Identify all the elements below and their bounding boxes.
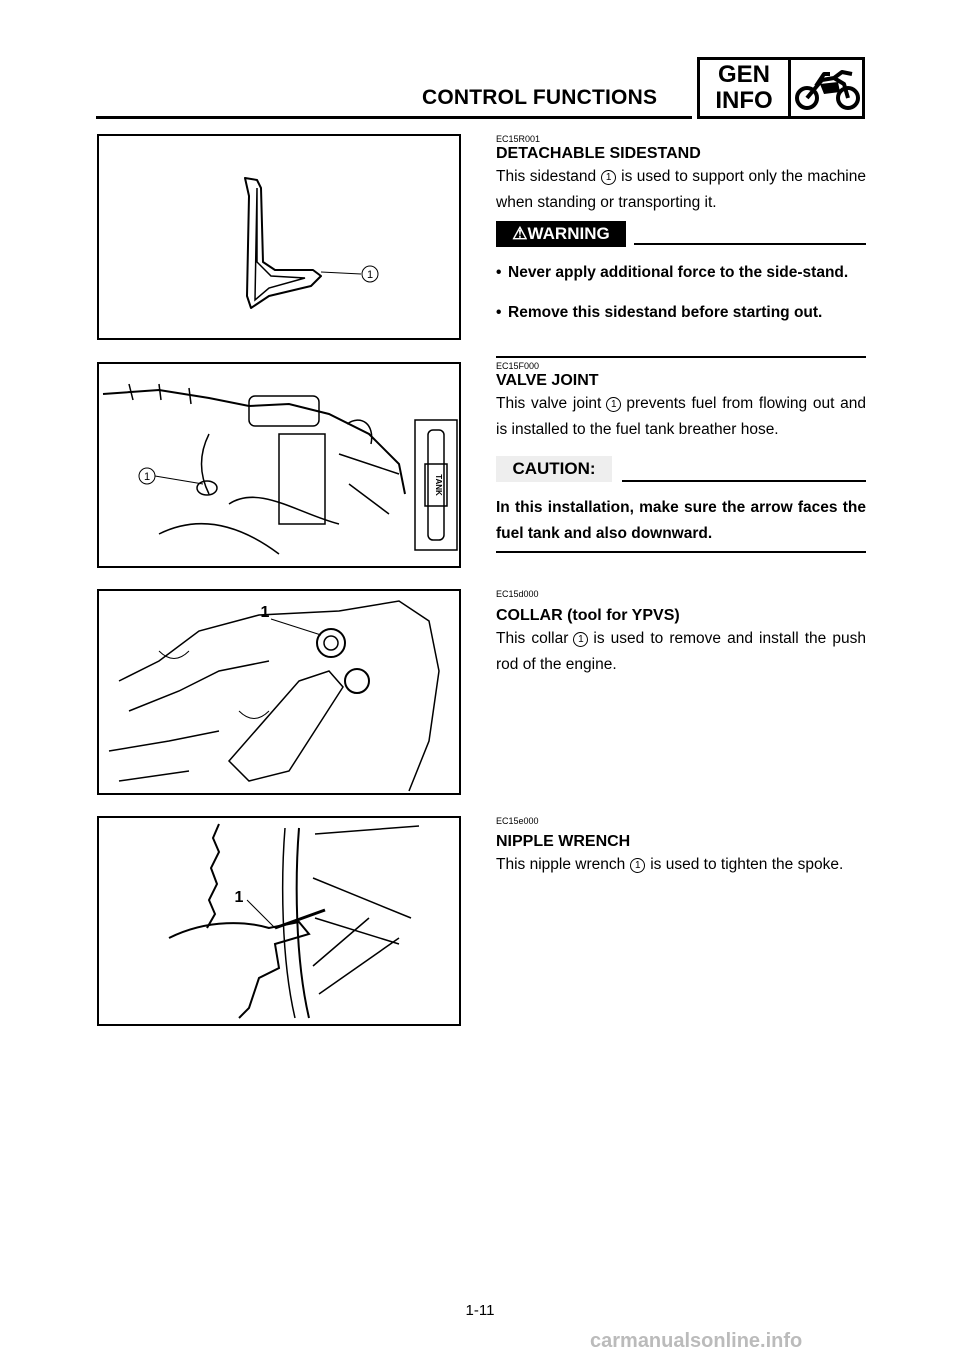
section-body-text: prevents fuel from flowing out and is installed to the fuel tank breather hose. (496, 395, 866, 438)
caution-end-rule (496, 551, 866, 553)
bullet-icon: • (496, 304, 502, 321)
page-header-title: CONTROL FUNCTIONS (422, 86, 658, 109)
collar-illustration (99, 591, 459, 793)
section-body (496, 626, 866, 678)
sidestand-illustration (99, 136, 459, 338)
section-badge (697, 57, 865, 119)
figure-callout: 1 (260, 604, 270, 621)
section-badge-line2: INFO (715, 87, 773, 114)
section-body-text: This collar (496, 630, 569, 647)
section-title: COLLAR (tool for YPVS) (496, 607, 680, 624)
caution-badge: CAUTION: (496, 456, 612, 482)
section-code: EC15R001 (496, 134, 541, 144)
section-body (496, 852, 866, 878)
section-code: EC15d000 (496, 589, 539, 599)
badge-divider (788, 60, 791, 116)
warning-label: WARNING (527, 224, 610, 243)
figure-collar (97, 589, 461, 795)
section-body-text: This nipple wrench (496, 856, 626, 873)
figure-sidestand (97, 134, 461, 340)
caution-text: In this installation, make sure the arrow faces the fuel tank and also downward. (496, 499, 866, 542)
section-code: EC15e000 (496, 816, 539, 826)
section-title: VALVE JOINT (496, 372, 599, 389)
page-number: 1-11 (465, 1302, 495, 1319)
callout-number: 1 (606, 397, 621, 412)
section-body-text: is used to tighten the spoke. (650, 856, 844, 873)
warning-icon: ⚠ (512, 224, 528, 243)
callout-number: 1 (573, 632, 588, 647)
header-rule (96, 116, 692, 119)
warning-badge (496, 221, 626, 247)
warning-item-text: Remove this sidestand before starting out. (508, 304, 823, 321)
section-badge-line1: GEN (717, 61, 770, 88)
watermark: carmanualsonline.info (590, 1330, 803, 1352)
tank-label: TANK (434, 474, 443, 496)
section-badge-text (700, 62, 788, 114)
section-body-text: is used to remove and install the push rod of the engine. (496, 630, 866, 673)
section-title: DETACHABLE SIDESTAND (496, 145, 701, 162)
section-body-text: This sidestand (496, 168, 597, 185)
section-code: EC15F000 (496, 361, 540, 371)
caution-rule (622, 480, 866, 482)
bullet-icon: • (496, 264, 502, 281)
warning-item (496, 260, 866, 286)
section-body (496, 164, 866, 216)
valve-joint-illustration (99, 364, 459, 566)
callout-number: 1 (630, 858, 645, 873)
warning-rule (634, 243, 866, 245)
figure-callout: 1 (366, 269, 374, 281)
warning-end-rule (496, 356, 866, 358)
callout-number: 1 (601, 170, 616, 185)
section-title: NIPPLE WRENCH (496, 833, 631, 850)
nipple-wrench-illustration (99, 818, 459, 1024)
section-body-text: is used to support only the machine when standing or transporting it. (496, 168, 866, 211)
figure-nipple-wrench (97, 816, 461, 1026)
motorcycle-icon (794, 64, 862, 116)
section-body (496, 391, 866, 443)
warning-item (496, 300, 866, 326)
figure-callout: 1 (143, 471, 151, 483)
figure-valve-joint (97, 362, 461, 568)
section-body-text: This valve joint (496, 395, 602, 412)
figure-callout: 1 (234, 889, 244, 906)
warning-item-text: Never apply additional force to the side-stand. (508, 264, 849, 281)
